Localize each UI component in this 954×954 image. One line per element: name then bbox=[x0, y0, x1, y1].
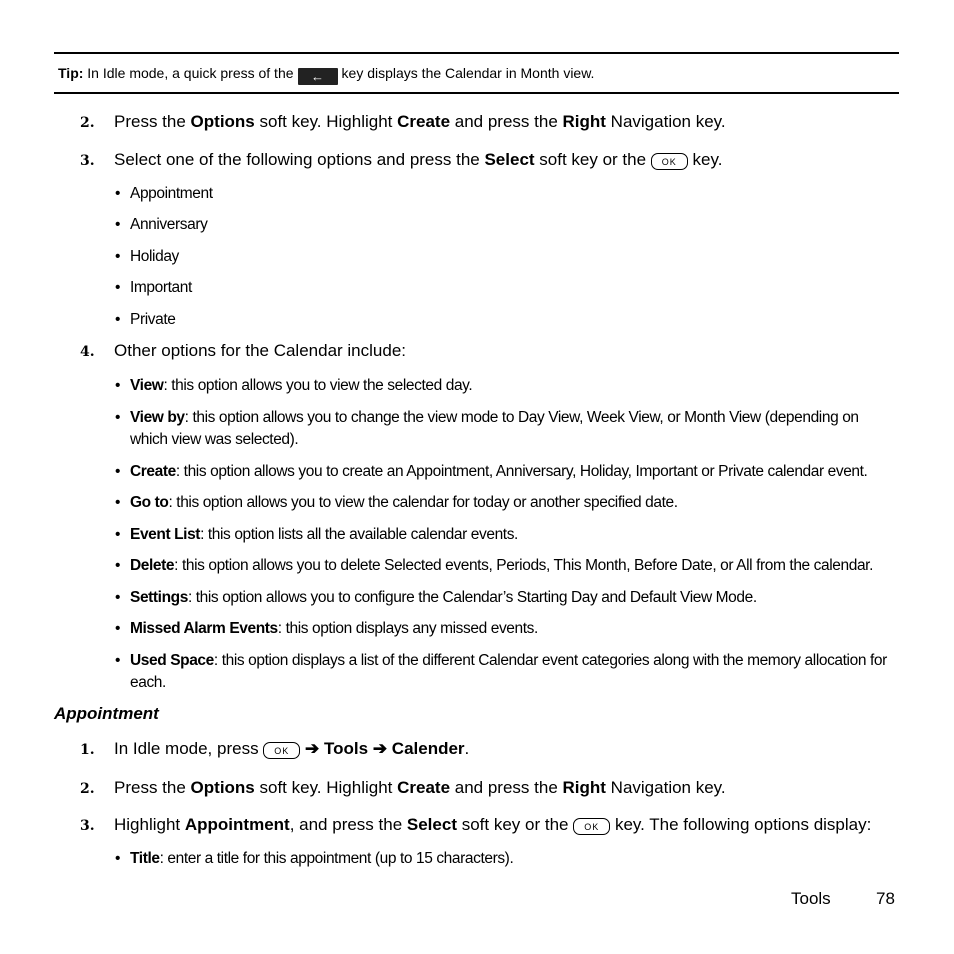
step-text: Other options for the Calendar include: bbox=[114, 341, 407, 360]
bullet-icon: • bbox=[115, 463, 121, 480]
list-item bbox=[115, 618, 895, 640]
list-item bbox=[115, 848, 895, 870]
list-item bbox=[115, 587, 895, 609]
step-number: 4. bbox=[80, 344, 95, 360]
options-key-term: Options bbox=[190, 112, 255, 131]
bullet-icon: • bbox=[115, 620, 121, 637]
option-description: : this option allows you to view the selected day. bbox=[163, 377, 473, 394]
select-key-term: Select bbox=[484, 150, 535, 169]
bullet-icon: • bbox=[115, 557, 121, 574]
create-term: Create bbox=[397, 112, 451, 131]
text-run: In Idle mode, press bbox=[114, 739, 264, 758]
list-item bbox=[115, 246, 895, 268]
option-description: : this option allows you to create an Appointment, Anniversary, Holiday, Important or Private calendar event. bbox=[175, 463, 868, 480]
bullet-icon: • bbox=[115, 248, 121, 265]
bullet-icon: • bbox=[115, 377, 121, 394]
bullet-icon: • bbox=[115, 850, 121, 867]
option-description: : this option displays any missed events. bbox=[277, 620, 538, 637]
option-description: : this option allows you to change the view mode to Day View, Week View, or Month View (depending on which view was selected). bbox=[130, 409, 859, 448]
text-run: Navigation key. bbox=[605, 778, 726, 797]
text-run: and press the bbox=[450, 112, 563, 131]
list-item bbox=[115, 524, 895, 546]
option-description: : this option allows you to configure the Calendar’s Starting Day and Default View Mode. bbox=[187, 589, 757, 606]
option-label: Anniversary bbox=[130, 216, 208, 233]
text-run: Press the bbox=[114, 112, 191, 131]
calender-term: Calender bbox=[391, 739, 465, 758]
bullet-icon: • bbox=[115, 494, 121, 511]
list-item bbox=[115, 214, 895, 236]
tip-label: Tip: bbox=[58, 65, 84, 81]
option-term: View bbox=[130, 377, 164, 394]
arrow-icon: ➔ bbox=[300, 739, 325, 758]
step-number: 2. bbox=[80, 115, 95, 131]
text-run: key. The following options display: bbox=[610, 815, 872, 834]
tip-top-rule bbox=[54, 52, 899, 54]
bullet-icon: • bbox=[115, 279, 121, 296]
option-label: Private bbox=[130, 311, 176, 328]
option-term: Create bbox=[130, 463, 176, 480]
step-number: 1. bbox=[80, 742, 95, 758]
text-run: Navigation key. bbox=[605, 112, 726, 131]
bullet-icon: • bbox=[115, 526, 121, 543]
options-key-term: Options bbox=[190, 778, 255, 797]
step-number: 3. bbox=[80, 153, 95, 169]
arrow-icon: ➔ bbox=[368, 739, 392, 758]
option-term: Settings bbox=[130, 589, 188, 606]
text-run: soft key or the bbox=[534, 150, 651, 169]
option-description: : this option lists all the available calendar events. bbox=[200, 526, 518, 543]
option-description: : this option displays a list of the different Calendar event categories along with the memory allocation for each. bbox=[130, 652, 887, 691]
text-run: Press the bbox=[114, 778, 191, 797]
option-term: View by bbox=[130, 409, 185, 426]
list-item bbox=[115, 375, 895, 397]
bullet-icon: • bbox=[115, 216, 121, 233]
right-term: Right bbox=[562, 778, 606, 797]
option-term: Event List bbox=[130, 526, 201, 543]
option-description: : enter a title for this appointment (up to 15 characters). bbox=[159, 850, 514, 867]
section-heading: Appointment bbox=[54, 704, 159, 723]
create-term: Create bbox=[397, 778, 451, 797]
list-item bbox=[115, 183, 895, 205]
option-term: Missed Alarm Events bbox=[130, 620, 278, 637]
tip-text-before: In Idle mode, a quick press of the bbox=[87, 65, 294, 81]
bullet-icon: • bbox=[115, 652, 121, 669]
option-term: Used Space bbox=[130, 652, 214, 669]
option-label: Appointment bbox=[130, 185, 213, 202]
text-run: and press the bbox=[450, 778, 563, 797]
text-run: Select one of the following options and press the bbox=[114, 150, 485, 169]
bullet-icon: • bbox=[115, 185, 121, 202]
text-run: soft key or the bbox=[456, 815, 574, 834]
list-item bbox=[115, 277, 895, 299]
list-item bbox=[115, 650, 895, 694]
text-run: , and press the bbox=[289, 815, 407, 834]
option-label: Important bbox=[130, 279, 192, 296]
step-number: 3. bbox=[80, 818, 95, 834]
step-text bbox=[114, 738, 469, 760]
tip-text-after: key displays the Calendar in Month view. bbox=[341, 65, 595, 81]
list-item bbox=[115, 555, 895, 577]
bullet-icon: • bbox=[115, 311, 121, 328]
step-text bbox=[114, 149, 722, 171]
step-text bbox=[114, 111, 726, 133]
right-term: Right bbox=[562, 112, 606, 131]
text-run: key. bbox=[687, 150, 723, 169]
list-item bbox=[115, 461, 895, 483]
tip-bottom-rule bbox=[54, 92, 899, 94]
ok-key-icon: OK bbox=[651, 153, 688, 170]
option-description: : this option allows you to view the calendar for today or another specified date. bbox=[168, 494, 678, 511]
ok-key-icon: OK bbox=[263, 742, 300, 759]
bullet-icon: • bbox=[115, 409, 121, 426]
option-description: : this option allows you to delete Selected events, Periods, This Month, Before Date, or All from the calendar. bbox=[174, 557, 873, 574]
option-label: Holiday bbox=[130, 248, 179, 265]
step-number: 2. bbox=[80, 781, 95, 797]
text-run: soft key. Highlight bbox=[254, 112, 398, 131]
bullet-icon: • bbox=[115, 589, 121, 606]
tip-note bbox=[58, 64, 594, 85]
option-term: Delete bbox=[130, 557, 175, 574]
list-item bbox=[115, 492, 895, 514]
ok-key-icon: OK bbox=[573, 818, 610, 835]
back-key-icon: ← bbox=[298, 68, 338, 85]
select-key-term: Select bbox=[406, 815, 457, 834]
step-text bbox=[114, 777, 726, 799]
tools-term: Tools bbox=[324, 739, 369, 758]
page-number: 78 bbox=[876, 889, 895, 908]
step-text bbox=[114, 814, 871, 836]
text-run: soft key. Highlight bbox=[254, 778, 398, 797]
text-run: Highlight bbox=[114, 815, 185, 834]
footer-section-name: Tools bbox=[791, 889, 831, 908]
option-term: Go to bbox=[130, 494, 169, 511]
list-item bbox=[115, 407, 895, 451]
text-run: . bbox=[464, 739, 470, 758]
appointment-term: Appointment bbox=[184, 815, 290, 834]
option-term: Title bbox=[130, 850, 160, 867]
list-item bbox=[115, 309, 895, 331]
